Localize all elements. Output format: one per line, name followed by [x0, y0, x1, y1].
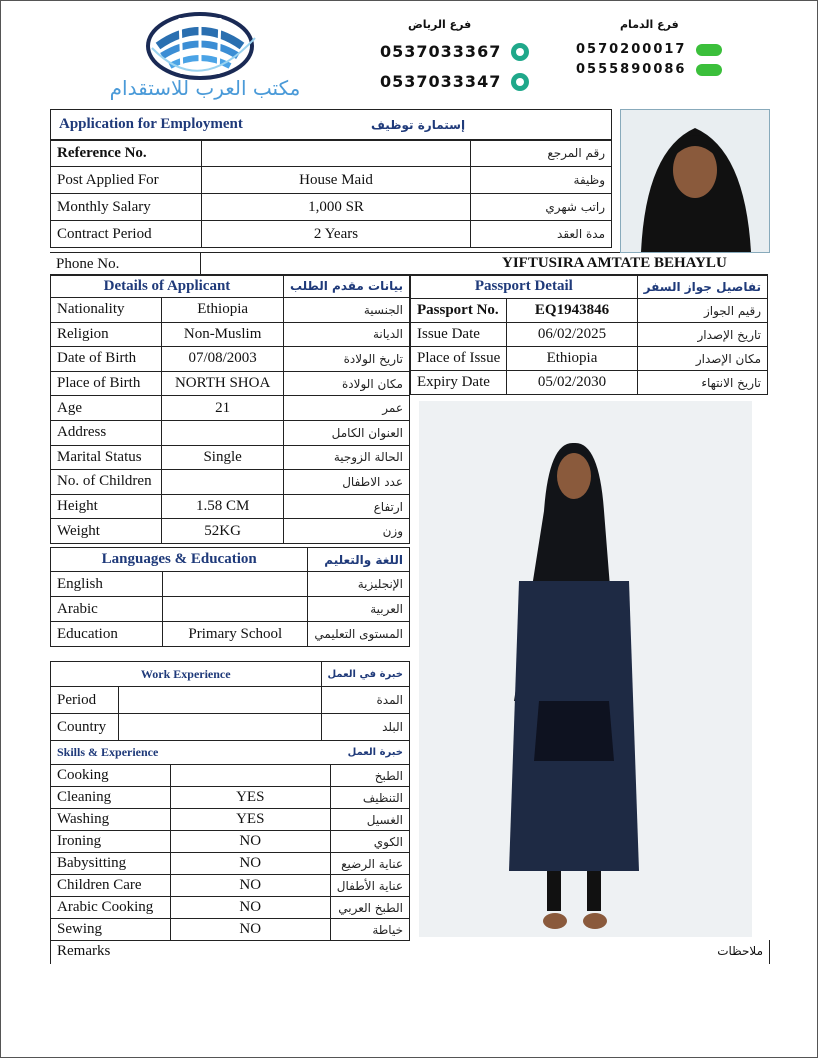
form-row-label-ar: مدة العقد — [471, 221, 612, 248]
whatsapp-icon — [511, 43, 529, 61]
skill-row-label: Ironing — [51, 831, 171, 853]
passport-details-table — [410, 274, 768, 395]
languages-title-en: Languages & Education — [51, 548, 308, 572]
applicant-row-label-ar: عمر — [283, 396, 409, 421]
skill-row-label: Babysitting — [51, 853, 171, 875]
form-row-label: Post Applied For — [51, 167, 202, 194]
applicant-row-value: 21 — [162, 396, 284, 421]
applicant-row-label-ar: العنوان الكامل — [283, 420, 409, 445]
applicant-row-label: No. of Children — [51, 470, 162, 495]
work-row-label: Period — [51, 687, 119, 714]
skill-row-label-ar: الكوي — [330, 831, 409, 853]
languages-table — [50, 547, 410, 647]
work-row — [51, 714, 410, 741]
form-row-label-ar: راتب شهري — [471, 194, 612, 221]
passport-row-value: Ethiopia — [507, 347, 637, 371]
skill-row — [51, 787, 410, 809]
skill-row-value — [170, 765, 330, 787]
skill-row-label: Cleaning — [51, 787, 171, 809]
applicant-row — [51, 371, 410, 396]
applicant-row-value: 52KG — [162, 519, 284, 544]
skill-row-label: Cooking — [51, 765, 171, 787]
passport-title-ar: تفاصيل جواز السفر — [637, 275, 767, 299]
riyadh-phone-1: 0537033367 — [380, 42, 529, 61]
applicant-row-value: Ethiopia — [162, 298, 284, 323]
skills-title-ar: خبرة العمل — [330, 741, 409, 765]
skill-row-value: NO — [170, 919, 330, 941]
form-row-label: Reference No. — [51, 140, 202, 167]
skill-row-value: NO — [170, 897, 330, 919]
work-title-ar: خبرة في العمل — [321, 662, 410, 687]
applicant-row — [51, 298, 410, 323]
applicant-row-label: Nationality — [51, 298, 162, 323]
applicant-row-label: Place of Birth — [51, 371, 162, 396]
skill-row-label-ar: التنظيف — [330, 787, 409, 809]
work-row-label: Country — [51, 714, 119, 741]
work-row — [51, 687, 410, 714]
skill-row-label-ar: عناية الأطفال — [330, 875, 409, 897]
remarks-label-ar: ملاحظات — [717, 944, 763, 958]
passport-row-label: Place of Issue — [411, 347, 507, 371]
applicant-row-value: Single — [162, 445, 284, 470]
applicant-row — [51, 445, 410, 470]
skill-row-value: YES — [170, 809, 330, 831]
remarks-row — [50, 940, 770, 964]
form-row — [51, 167, 612, 194]
phone-icon — [696, 44, 722, 56]
form-row-label: Contract Period — [51, 221, 202, 248]
skills-title-en: Skills & Experience — [51, 741, 331, 765]
passport-row — [411, 323, 768, 347]
applicant-row-label-ar: الديانة — [283, 322, 409, 347]
dammam-branch-label: فرع الدمام — [620, 18, 679, 31]
skill-row — [51, 919, 410, 941]
work-row-value — [119, 687, 321, 714]
work-row-value — [119, 714, 321, 741]
form-row-label-ar: رقم المرجع — [471, 140, 612, 167]
riyadh-branch-label: فرع الرياض — [408, 18, 472, 31]
skill-row-label: Sewing — [51, 919, 171, 941]
applicant-row-value: 07/08/2003 — [162, 347, 284, 372]
riyadh-phone-2: 0537033347 — [380, 72, 529, 91]
passport-title-en: Passport Detail — [411, 275, 638, 299]
passport-row-label-ar: تاريخ الإصدار — [637, 323, 767, 347]
language-row-label-ar: الإنجليزية — [308, 572, 410, 597]
language-row — [51, 622, 410, 647]
remarks-label-en: Remarks — [57, 943, 111, 959]
form-row-label: Monthly Salary — [51, 194, 202, 221]
passport-row — [411, 299, 768, 323]
applicant-details-table — [50, 274, 410, 544]
work-row-label-ar: المدة — [321, 687, 410, 714]
language-row-label: English — [51, 572, 163, 597]
applicant-row-value: NORTH SHOA — [162, 371, 284, 396]
applicant-row — [51, 519, 410, 544]
applicant-row-label: Religion — [51, 322, 162, 347]
form-row-value: House Maid — [202, 167, 471, 194]
work-experience-table — [50, 661, 410, 741]
skill-row — [51, 875, 410, 897]
passport-row-label: Issue Date — [411, 323, 507, 347]
applicant-row-label-ar: مكان الولادة — [283, 371, 409, 396]
dammam-phone-1: 0570200017 — [576, 42, 722, 57]
applicant-row-label-ar: وزن — [283, 519, 409, 544]
skill-row-value: NO — [170, 875, 330, 897]
form-row — [51, 140, 612, 167]
applicant-full-photo — [419, 401, 752, 937]
passport-row-label-ar: مكان الإصدار — [637, 347, 767, 371]
applicant-row-label-ar: الجنسية — [283, 298, 409, 323]
skill-row-value: NO — [170, 853, 330, 875]
skill-row-value: YES — [170, 787, 330, 809]
language-row-value — [163, 597, 308, 622]
language-row — [51, 572, 410, 597]
skill-row-label-ar: الغسيل — [330, 809, 409, 831]
work-row-label-ar: البلد — [321, 714, 410, 741]
language-row-label-ar: المستوى التعليمي — [308, 622, 410, 647]
whatsapp-icon — [511, 73, 529, 91]
applicant-row — [51, 420, 410, 445]
form-row-value — [202, 140, 471, 167]
brand-name: مكتب العرب للاستقدام — [109, 76, 301, 100]
language-row-value — [163, 572, 308, 597]
form-info-table — [50, 139, 612, 248]
skill-row-label-ar: خياطة — [330, 919, 409, 941]
applicant-title-en: Details of Applicant — [51, 275, 284, 298]
language-row-label: Education — [51, 622, 163, 647]
applicant-row-label-ar: عدد الاطفال — [283, 470, 409, 495]
applicant-row-label-ar: ارتفاع — [283, 494, 409, 519]
applicant-row-value — [162, 470, 284, 495]
applicant-row — [51, 494, 410, 519]
applicant-row-value — [162, 420, 284, 445]
skill-row-label: Washing — [51, 809, 171, 831]
applicant-row-value: Non-Muslim — [162, 322, 284, 347]
applicant-row-label-ar: تاريخ الولادة — [283, 347, 409, 372]
applicant-row — [51, 322, 410, 347]
passport-row — [411, 347, 768, 371]
skill-row — [51, 897, 410, 919]
applicant-row — [51, 347, 410, 372]
language-row-label: Arabic — [51, 597, 163, 622]
language-row-label-ar: العربية — [308, 597, 410, 622]
passport-row-value: EQ1943846 — [507, 299, 637, 323]
skill-row — [51, 809, 410, 831]
applicant-row-label: Marital Status — [51, 445, 162, 470]
form-row — [51, 194, 612, 221]
applicant-row — [51, 396, 410, 421]
passport-row — [411, 371, 768, 395]
form-title-en: Application for Employment — [59, 116, 243, 132]
applicant-headshot — [620, 109, 770, 253]
applicant-row-value: 1.58 CM — [162, 494, 284, 519]
applicant-row-label: Weight — [51, 519, 162, 544]
applicant-row-label: Height — [51, 494, 162, 519]
applicant-row-label-ar: الحالة الزوجية — [283, 445, 409, 470]
passport-row-label: Passport No. — [411, 299, 507, 323]
phone-label: Phone No. — [56, 256, 120, 272]
language-row — [51, 597, 410, 622]
skill-row-value: NO — [170, 831, 330, 853]
skill-row-label: Arabic Cooking — [51, 897, 171, 919]
applicant-row-label: Age — [51, 396, 162, 421]
skill-row — [51, 831, 410, 853]
languages-title-ar: اللغة والتعليم — [308, 548, 410, 572]
form-row-label-ar: وظيفة — [471, 167, 612, 194]
passport-row-value: 05/02/2030 — [507, 371, 637, 395]
form-title-ar: إستمارة توظيف — [371, 118, 466, 132]
passport-row-value: 06/02/2025 — [507, 323, 637, 347]
phone-icon — [696, 64, 722, 76]
form-row-value: 2 Years — [202, 221, 471, 248]
phone-row — [50, 252, 768, 276]
passport-row-label: Expiry Date — [411, 371, 507, 395]
skill-row-label-ar: عناية الرضيع — [330, 853, 409, 875]
passport-row-label-ar: رقيم الجواز — [637, 299, 767, 323]
logo — [70, 8, 340, 103]
skill-row — [51, 765, 410, 787]
skill-row-label-ar: الطبخ العربي — [330, 897, 409, 919]
skill-row-label-ar: الطبخ — [330, 765, 409, 787]
form-row — [51, 221, 612, 248]
form-title-box — [50, 109, 612, 141]
work-title-en: Work Experience — [51, 662, 322, 687]
applicant-row-label: Address — [51, 420, 162, 445]
skill-row — [51, 853, 410, 875]
passport-row-label-ar: تاريخ الانتهاء — [637, 371, 767, 395]
applicant-name: YIFTUSIRA AMTATE BEHAYLU — [502, 255, 727, 271]
applicant-row-label: Date of Birth — [51, 347, 162, 372]
person-full-photo-icon — [419, 401, 752, 937]
person-photo-icon — [621, 110, 769, 252]
language-row-value: Primary School — [163, 622, 308, 647]
applicant-title-ar: بيانات مقدم الطلب — [283, 275, 409, 298]
dammam-phone-2: 0555890086 — [576, 62, 722, 77]
applicant-row — [51, 470, 410, 495]
skills-table — [50, 740, 410, 941]
skill-row-label: Children Care — [51, 875, 171, 897]
form-row-value: 1,000 SR — [202, 194, 471, 221]
